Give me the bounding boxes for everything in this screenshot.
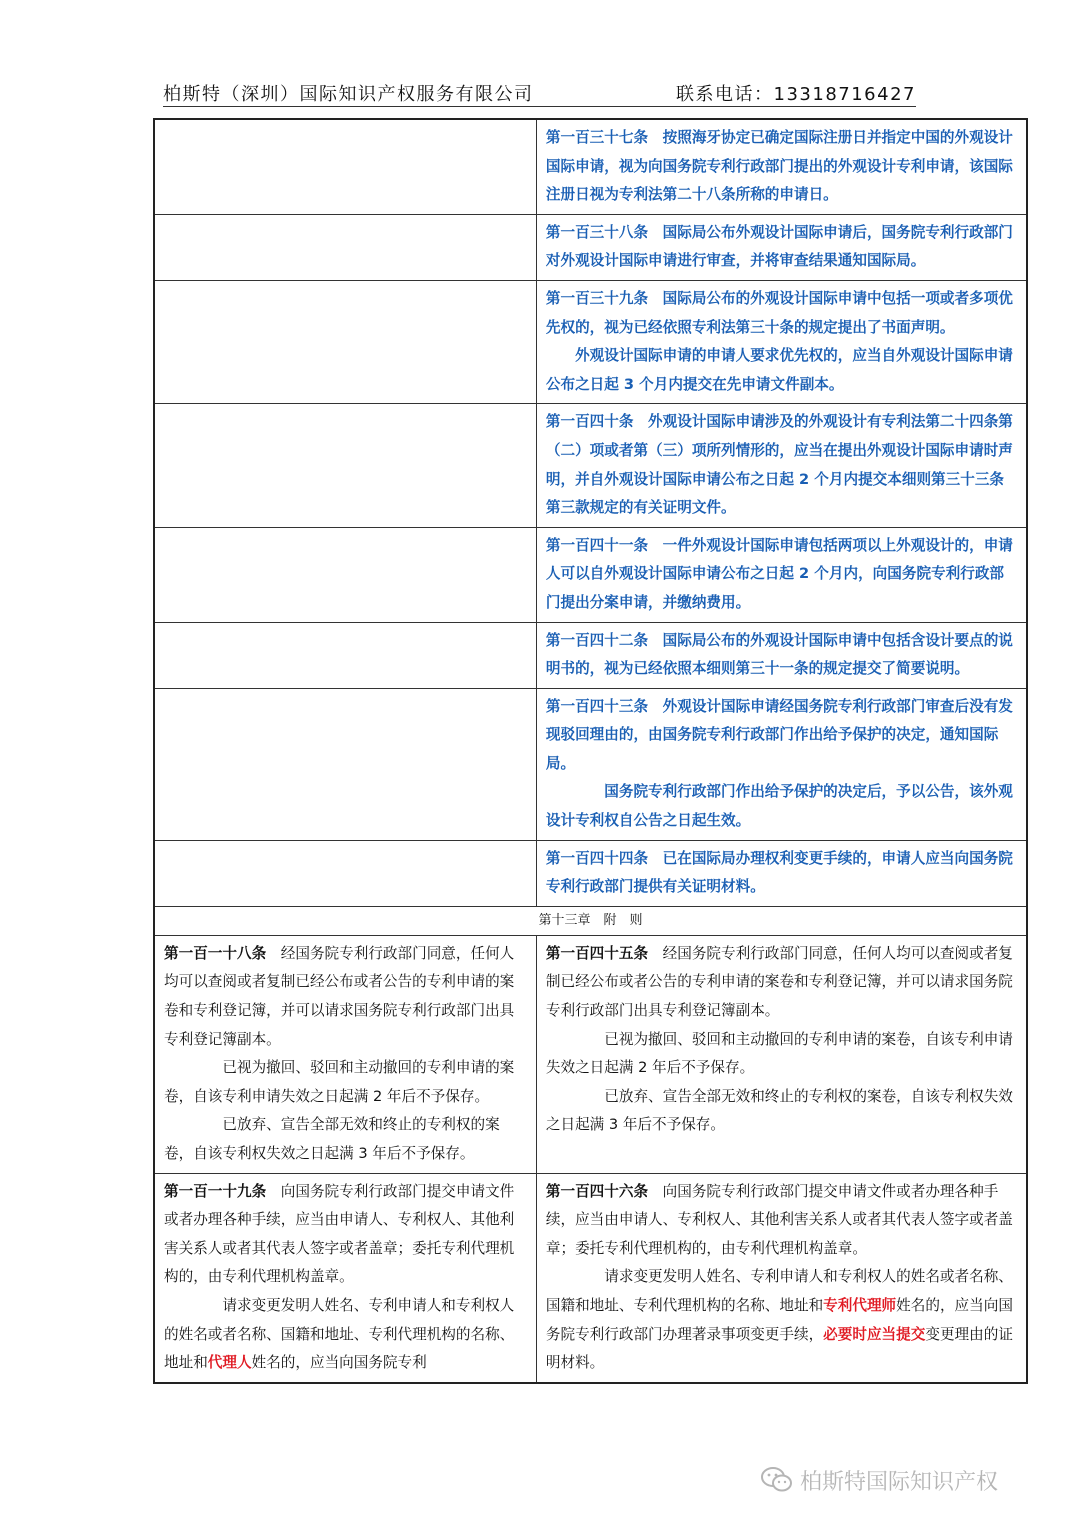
watermark-text: 柏斯特国际知识产权: [800, 1469, 999, 1495]
watermark: [760, 1463, 998, 1497]
highlight-text: 专利代理师: [823, 1296, 897, 1314]
old-text-cell: [154, 688, 536, 840]
article-143: 第一百四十三条 外观设计国际申请经国务院专利行政部门审查后没有发现驳回理由的，由国务院专利行政部门作出给予保护的决定，通知国际局。: [545, 697, 1013, 772]
article-139: 第一百三十九条 国际局公布的外观设计国际申请中包括一项或者多项优先权的，视为已经依照专利法第三十条的规定提出了书面声明。: [545, 289, 1013, 336]
article-119: 第一百一十九条 向国务院专利行政部门提交申请文件或者办理各种手续，应当由申请人、专利权人、其他利害关系人或者其代表人签字或者盖章；委托专利代理机构的，由专利代理机构盖章。: [164, 1182, 515, 1286]
old-text-cell: [154, 119, 536, 214]
old-text-cell: [154, 214, 536, 280]
old-text-cell: [154, 404, 536, 527]
old-text-cell: [154, 622, 536, 688]
table-row: [154, 119, 1027, 214]
article-118: 第一百一十八条 经国务院专利行政部门同意，任何人均可以查阅或者复制已经公布或者公告的专利申请的案卷和专利登记簿，并可以请求国务院专利行政部门出具专利登记簿副本。: [164, 944, 515, 1048]
table-row: [154, 1173, 1027, 1383]
new-text-cell: [536, 840, 1027, 906]
old-text-cell: [154, 840, 536, 906]
article-144: 第一百四十四条 已在国际局办理权利变更手续的，申请人应当向国务院专利行政部门提供有关证明材料。: [545, 849, 1013, 896]
highlight-text: 必要时应当提交: [823, 1325, 926, 1343]
article-140: 第一百四十条 外观设计国际申请涉及的外观设计有专利法第二十四条第（二）项或者第（三）项所列情形的，应当在提出外观设计国际申请时声明，并自外观设计国际申请公布之日起 2 个月内提交本细则第三十三条第三款规定的有关证明文件。: [545, 413, 1013, 517]
table-row: [154, 527, 1027, 622]
table-row: [154, 935, 1027, 1173]
article-138: 第一百三十八条 国际局公布外观设计国际申请后，国务院专利行政部门对外观设计国际申请进行审查，并将审查结果通知国际局。: [545, 223, 1013, 270]
new-text-cell: [536, 527, 1027, 622]
table-row: [154, 840, 1027, 906]
new-text-cell: [536, 622, 1027, 688]
old-text-cell: [154, 935, 536, 1173]
chapter-row: [154, 906, 1027, 935]
wechat-icon: [760, 1465, 794, 1495]
table-row: [154, 214, 1027, 280]
new-text-cell: [536, 280, 1027, 403]
article-137: 第一百三十七条 按照海牙协定已确定国际注册日并指定中国的外观设计国际申请，视为向国务院专利行政部门提出的外观设计专利申请，该国际注册日视为专利法第二十八条所称的申请日。: [545, 129, 1013, 204]
article-146-para2: 请求变更发明人姓名、专利申请人和专利权人的姓名或者名称、国籍和地址、专利代理机构的名称、地址和专利代理师姓名的，应当向国务院专利行政部门办理著录事项变更手续，必要时应当提交变更理由的证明材料。: [545, 1268, 1013, 1372]
new-text-cell: [536, 214, 1027, 280]
article-145: 第一百四十五条 经国务院专利行政部门同意，任何人均可以查阅或者复制已经公布或者公告的专利申请的案卷和专利登记簿，并可以请求国务院专利行政部门出具专利登记簿副本。: [545, 944, 1013, 1020]
table-row: [154, 404, 1027, 527]
new-text-cell: [536, 404, 1027, 527]
article-141: 第一百四十一条 一件外观设计国际申请包括两项以上外观设计的，申请人可以自外观设计国际申请公布之日起 2 个月内，向国务院专利行政部门提出分案申请，并缴纳费用。: [545, 536, 1013, 611]
highlight-text: 代理人: [207, 1354, 252, 1372]
old-text-cell: [154, 527, 536, 622]
new-text-cell: [536, 119, 1027, 214]
article-119-para2: 请求变更发明人姓名、专利申请人和专利权人的姓名或者名称、国籍和地址、专利代理机构的名称、地址和代理人姓名的，应当向国务院专利: [164, 1296, 515, 1372]
article-143-para2: 国务院专利行政部门作出给予保护的决定后，予以公告，该外观设计专利权自公告之日起生效。: [545, 783, 1013, 830]
new-text-cell: [536, 688, 1027, 840]
article-142: 第一百四十二条 国际局公布的外观设计国际申请中包括含设计要点的说明书的，视为已经依照本细则第三十一条的规定提交了简要说明。: [545, 631, 1013, 678]
comparison-table: [153, 118, 1028, 1384]
new-text-cell: [536, 1173, 1027, 1383]
new-text-cell: [536, 935, 1027, 1173]
company-name: 柏斯特（深圳）国际知识产权服务有限公司: [163, 84, 534, 105]
article-145-para2: 已视为撤回、驳回和主动撤回的专利申请的案卷，自该专利申请失效之日起满 2 年后不予保存。: [545, 1030, 1013, 1077]
old-text-cell: [154, 1173, 536, 1383]
article-146: 第一百四十六条 向国务院专利行政部门提交申请文件或者办理各种手续，应当由申请人、专利权人、其他利害关系人或者其代表人签字或者盖章；委托专利代理机构的，由专利代理机构盖章。: [545, 1182, 1013, 1257]
table-row: [154, 280, 1027, 403]
article-139-para2: 外观设计国际申请的申请人要求优先权的，应当自外观设计国际申请公布之日起 3 个月内提交在先申请文件副本。: [545, 347, 1013, 393]
page-header: [163, 78, 916, 107]
table-row: [154, 688, 1027, 840]
contact-phone: 联系电话：13318716427: [676, 84, 916, 105]
chapter-heading: 第十三章 附 则: [154, 906, 1027, 935]
article-145-para3: 已放弃、宣告全部无效和终止的专利权的案卷，自该专利权失效之日起满 3 年后不予保存。: [545, 1087, 1013, 1134]
article-118-para2: 已视为撤回、驳回和主动撤回的专利申请的案卷，自该专利申请失效之日起满 2 年后不予保存。: [164, 1059, 515, 1105]
old-text-cell: [154, 280, 536, 403]
table-row: [154, 622, 1027, 688]
article-118-para3: 已放弃、宣告全部无效和终止的专利权的案卷，自该专利权失效之日起满 3 年后不予保存。: [164, 1116, 500, 1162]
